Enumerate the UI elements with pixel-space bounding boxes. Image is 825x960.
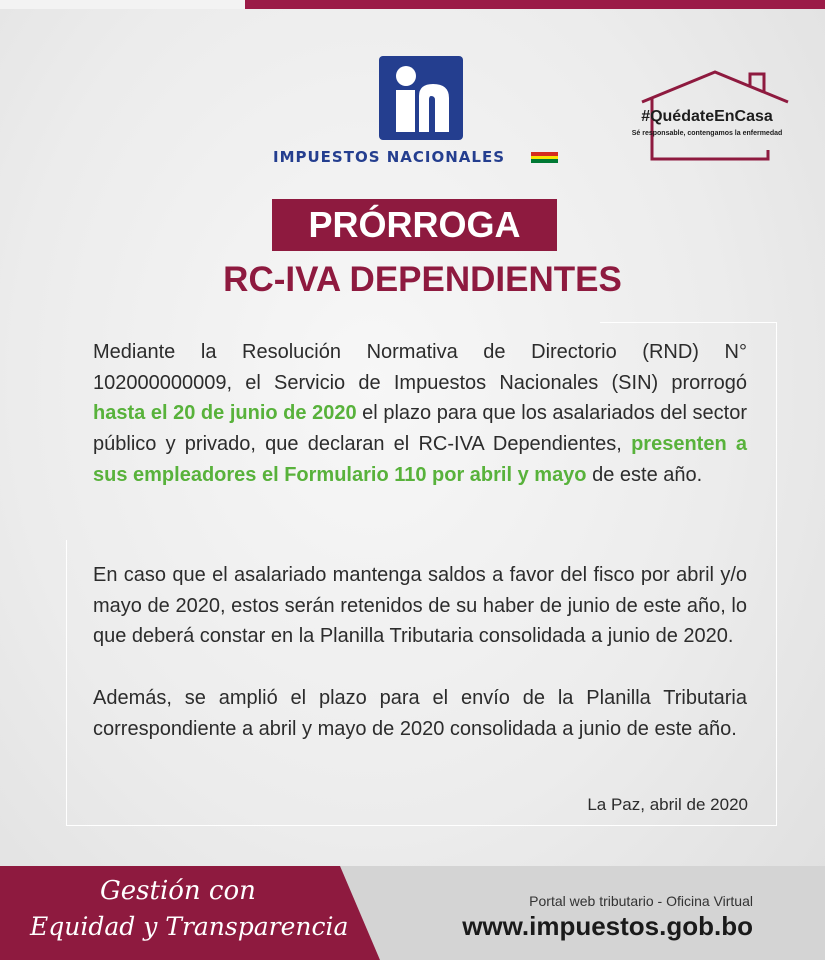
slogan-line-1: Gestión con: [100, 876, 256, 906]
website-url: www.impuestos.gob.bo: [462, 911, 753, 941]
impuestos-nacionales-logo: [379, 56, 463, 140]
highlight-deadline: hasta el 20 de junio de 2020: [93, 402, 357, 425]
portal-label: Portal web tributario - Oficina Virtual: [529, 893, 753, 909]
page-subtitle: RC-IVA DEPENDIENTES: [223, 260, 622, 299]
paragraph-extension: Además, se amplió el plazo para el envío de la Planilla Tributaria correspondiente a abril y mayo de 2020 consolidada a junio de este año.: [93, 687, 747, 740]
p1-text-1: Mediante la Resolución Normativa de Directorio (RND) N° 102000000009, el Servicio de Impuestos Nacionales (SIN) prorrogó: [93, 341, 747, 394]
p1-text-2: el plazo para que los asalariados del sector público y privado, que declaran el RC-IVA Dependientes,: [93, 402, 748, 456]
bolivia-flag-icon: [531, 152, 558, 163]
top-bar-left: [0, 0, 245, 9]
frame-line-top: [600, 322, 777, 323]
page-title: PRÓRROGA: [272, 199, 557, 251]
paragraph-retention: En caso que el asalariado mantenga saldos a favor del fisco por abril y/o mayo de 2020, estos serán retenidos de su haber de junio de este año, lo que deberá constar en la Planilla Tributaria consolidada a junio de 2020.: [93, 564, 747, 648]
campaign-tagline: Sé responsable, contengamos la enfermedad: [631, 130, 783, 137]
place-date: La Paz, abril de 2020: [587, 795, 748, 814]
campaign-hashtag: #QuédateEnCasa: [641, 108, 773, 125]
paragraph-resolution: [93, 337, 747, 491]
p1-text-3: de este año.: [586, 463, 703, 486]
slogan-line-2: Equidad y Transparencia: [30, 912, 349, 941]
org-name: IMPUESTOS NACIONALES: [273, 148, 506, 166]
frame-line-right: [776, 322, 777, 825]
top-bar-accent: [245, 0, 825, 9]
frame-line-bottom: [66, 825, 777, 826]
highlight-form-110: presenten a sus empleadores el Formulario 110 por abril y mayo: [93, 433, 747, 486]
frame-line-left: [66, 540, 67, 826]
